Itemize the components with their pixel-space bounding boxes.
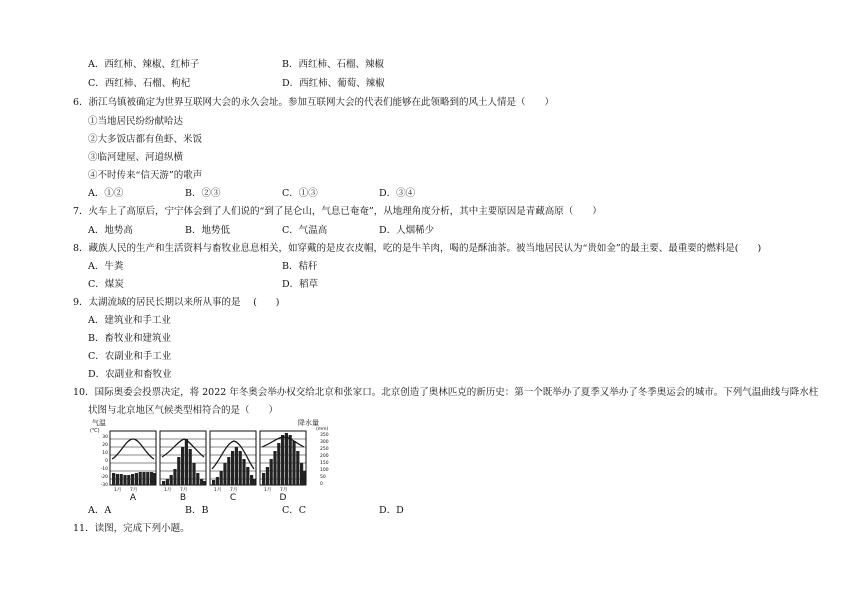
q9-option-b: B．畜牧业和建筑业 bbox=[88, 333, 171, 344]
q6-stem: 6．浙江乌镇被确定为世界互联网大会的永久会址。参加互联网大会的代表们能够在此领略到的风土人情是（ ） bbox=[73, 97, 555, 108]
q10-option-a: A．A bbox=[88, 505, 112, 516]
climate-panel-c bbox=[210, 431, 256, 485]
temp-tick-label: 0 bbox=[105, 459, 108, 464]
q5-option-d: D．西红柿、葡萄、辣椒 bbox=[282, 78, 385, 89]
q9-stem: 9．太湖流域的居民长期以来所从事的是 ( ) bbox=[73, 297, 280, 308]
q11-stem: 11．读图，完成下列小题。 bbox=[73, 523, 190, 534]
q6-option-c: C．①③ bbox=[282, 188, 318, 199]
precip-tick-label: 0 bbox=[320, 482, 323, 487]
climate-charts-figure bbox=[88, 417, 332, 500]
month-label: 7月 bbox=[180, 488, 188, 493]
q6-option-a: A．①② bbox=[88, 188, 124, 199]
temp-tick-label: 20 bbox=[102, 443, 108, 448]
q7-stem: 7．火车上了高原后，宁宁体会到了人们说的“到了昆仑山，气息已奄奄”，从地理角度分析，其中主要原因是青藏高原（ ） bbox=[73, 206, 602, 217]
precip-ticks bbox=[320, 432, 329, 487]
temp-ticks bbox=[101, 434, 108, 488]
q5-option-a: A．西红柿、辣椒、红柿子 bbox=[88, 59, 200, 70]
climate-panel-d bbox=[260, 431, 306, 485]
q10-option-d: D．D bbox=[379, 505, 404, 516]
q7-option-a: A．地势高 bbox=[88, 225, 133, 236]
panel-label-a: A bbox=[129, 493, 137, 500]
q5-option-b: B．西红柿、石榴、辣椒 bbox=[282, 59, 384, 70]
precip-tick-label: 150 bbox=[320, 461, 329, 466]
q8-option-a: A．牛粪 bbox=[88, 261, 124, 272]
q8-option-d: D．稻草 bbox=[282, 279, 319, 290]
month-label: 1月 bbox=[114, 488, 122, 493]
month-label: 1月 bbox=[164, 488, 172, 493]
precip-tick-label: 100 bbox=[320, 468, 329, 473]
q6-statement-2: ②大多饭店都有鱼虾、米饭 bbox=[88, 134, 203, 145]
temp-tick-label: -30 bbox=[100, 483, 108, 488]
q10-stem-line2: 状图与北京地区气候类型相符合的是（ ） bbox=[88, 405, 279, 416]
q7-option-c: C．气温高 bbox=[282, 225, 328, 236]
month-label: 7月 bbox=[230, 488, 238, 493]
q8-stem: 8．藏族人民的生产和生活资料与畜牧业息息相关，如穿戴的是皮衣皮帽，吃的是牛羊肉，喝的是酥油茶。被当地居民认为“贵如金”的最主要、最重要的燃料是( ) bbox=[73, 243, 762, 254]
precip-tick-label: 350 bbox=[320, 433, 329, 438]
panel-labels bbox=[130, 493, 287, 500]
temp-tick-label: 10 bbox=[102, 451, 108, 456]
temp-axis-unit: (℃) bbox=[90, 428, 100, 434]
month-label: 7月 bbox=[130, 488, 138, 493]
q10-option-c: C．C bbox=[282, 505, 307, 516]
precip-tick-label: 250 bbox=[320, 447, 329, 452]
q7-option-b: B．地势低 bbox=[185, 225, 230, 236]
q8-option-b: B．秸秆 bbox=[282, 261, 318, 272]
q6-option-b: B．②③ bbox=[185, 188, 221, 199]
q9-option-c: C．农副业和手工业 bbox=[88, 351, 172, 362]
q8-option-c: C．煤炭 bbox=[88, 279, 124, 290]
temp-tick-label: -20 bbox=[100, 475, 108, 480]
precip-axis-unit: (mm) bbox=[316, 427, 329, 432]
temp-axis-title: 气温 bbox=[92, 419, 106, 427]
panel-label-d: D bbox=[279, 493, 287, 500]
climate-panel-a bbox=[110, 431, 156, 485]
q10-stem-line1: 10．国际奥委会投票决定，将 2022 年冬奥会举办权交给北京和张家口。北京创造了奥林匹克的新历史：第一个既举办了夏季又举办了冬季奥运会的城市。下列气温曲线与降水柱 bbox=[73, 387, 819, 398]
q6-statement-4: ④不时传来“信天游”的歌声 bbox=[88, 170, 203, 181]
panel-label-c: C bbox=[229, 493, 237, 500]
q7-option-d: D．人烟稀少 bbox=[379, 225, 435, 236]
month-labels bbox=[114, 486, 287, 493]
precip-axis-title: 降水量 bbox=[298, 419, 319, 427]
q5-option-c: C．西红柿、石榴、枸杞 bbox=[88, 78, 191, 89]
q6-option-d: D．③④ bbox=[379, 188, 416, 199]
q10-option-b: B．B bbox=[185, 505, 209, 516]
panel-label-b: B bbox=[179, 493, 187, 500]
q9-option-a: A．建筑业和手工业 bbox=[88, 315, 171, 326]
month-label: 1月 bbox=[214, 488, 222, 493]
climate-panel-b bbox=[160, 431, 206, 485]
precip-tick-label: 50 bbox=[320, 475, 326, 480]
q9-option-d: D．农副业和畜牧业 bbox=[88, 369, 172, 380]
precip-tick-label: 300 bbox=[320, 440, 329, 445]
month-label: 7月 bbox=[280, 488, 288, 493]
q6-statement-1: ①当地居民纷纷献哈达 bbox=[88, 116, 184, 127]
q6-statement-3: ③临河建屋、河道纵横 bbox=[88, 152, 184, 163]
month-label: 1月 bbox=[264, 488, 272, 493]
temp-tick-label: 30 bbox=[102, 435, 108, 440]
precip-tick-label: 200 bbox=[320, 454, 329, 459]
temp-tick-label: -10 bbox=[100, 467, 108, 472]
